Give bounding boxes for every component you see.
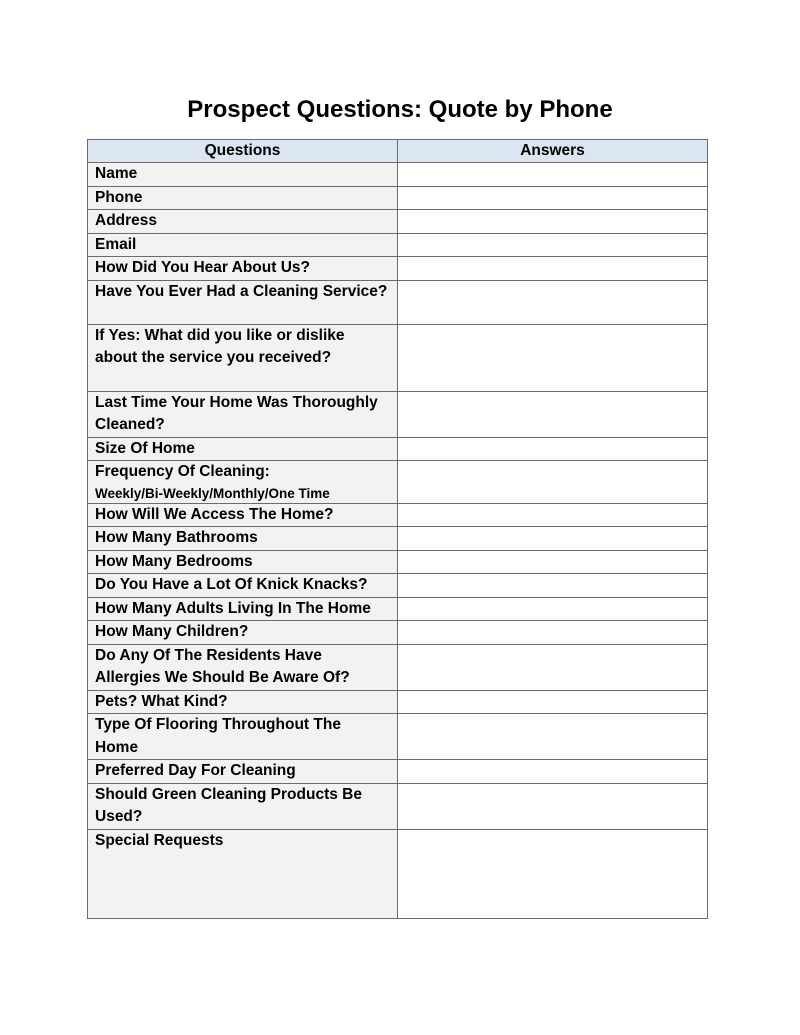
answer-cell[interactable]: [398, 210, 708, 234]
question-text: Email: [95, 235, 137, 253]
table-row: [88, 257, 708, 281]
answer-cell[interactable]: [398, 550, 708, 574]
table-row: [88, 461, 708, 504]
answer-cell[interactable]: [398, 690, 708, 714]
table-row: [88, 621, 708, 645]
table-row: [88, 210, 708, 234]
question-text: How Did You Hear About Us?: [95, 259, 310, 276]
question-cell: [88, 461, 398, 504]
question-cell: [88, 257, 398, 281]
question-cell: [88, 280, 398, 324]
question-cell: [88, 210, 398, 234]
question-cell: [88, 644, 398, 690]
question-text: Phone: [95, 188, 143, 206]
question-cell: [88, 621, 398, 645]
answer-cell[interactable]: [398, 163, 708, 187]
question-cell: [88, 503, 398, 527]
answer-cell[interactable]: [398, 760, 708, 784]
question-text: Have You Ever Had a Cleaning Service?: [95, 282, 388, 300]
question-cell: [88, 714, 398, 760]
table-row: [88, 391, 708, 437]
answer-cell[interactable]: [398, 461, 708, 504]
answer-cell[interactable]: [398, 280, 708, 324]
question-cell: [88, 324, 398, 391]
questions-column-header: Questions: [88, 140, 398, 163]
answer-cell[interactable]: [398, 574, 708, 598]
question-cell: [88, 574, 398, 598]
table-row: [88, 690, 708, 714]
table-row: [88, 783, 708, 829]
table-row: [88, 714, 708, 760]
table-body: [88, 163, 708, 919]
answer-cell[interactable]: [398, 621, 708, 645]
question-text: Address: [95, 212, 158, 229]
table-row: [88, 644, 708, 690]
question-cell: [88, 760, 398, 784]
question-text: How Many Bedrooms: [95, 552, 253, 570]
answer-cell[interactable]: [398, 437, 708, 461]
question-text: How Will We Access The Home?: [95, 505, 334, 523]
table-row: [88, 760, 708, 784]
answer-cell[interactable]: [398, 391, 708, 437]
page-title: Prospect Questions: Quote by Phone: [187, 96, 613, 123]
question-cell: [88, 391, 398, 437]
table-row: [88, 233, 708, 257]
table-row: [88, 503, 708, 527]
table-row: [88, 163, 708, 187]
table-row: [88, 550, 708, 574]
question-text: If Yes: What did you like or dislike: [95, 326, 345, 344]
answer-cell[interactable]: [398, 714, 708, 760]
answers-column-header: Answers: [398, 140, 708, 163]
table-row: [88, 324, 708, 391]
question-text: Do You Have a Lot Of Knick Knacks?: [95, 576, 368, 593]
question-text: Preferred Day For Cleaning: [95, 762, 296, 779]
question-text: Weekly/Bi-Weekly/Monthly/One Time: [95, 485, 330, 501]
question-text: Pets? What Kind?: [95, 692, 228, 710]
answer-cell[interactable]: [398, 324, 708, 391]
question-text: Used?: [95, 808, 143, 825]
question-text: How Many Adults Living In The Home: [95, 599, 371, 617]
table-header-row: [88, 140, 708, 163]
question-text: Home: [95, 738, 139, 756]
question-cell: [88, 550, 398, 574]
question-text: Name: [95, 165, 138, 182]
answer-cell[interactable]: [398, 503, 708, 527]
question-cell: [88, 527, 398, 551]
question-text: Frequency Of Cleaning:: [95, 463, 270, 480]
questions-table: [87, 139, 708, 919]
answer-cell[interactable]: [398, 829, 708, 918]
question-text: Should Green Cleaning Products Be: [95, 785, 362, 803]
question-text: Last Time Your Home Was Thoroughly: [95, 393, 378, 411]
question-cell: [88, 829, 398, 918]
question-text: How Many Bathrooms: [95, 529, 258, 546]
question-cell: [88, 163, 398, 187]
table-row: [88, 574, 708, 598]
answer-cell[interactable]: [398, 597, 708, 621]
table-row: [88, 597, 708, 621]
answer-cell[interactable]: [398, 233, 708, 257]
answer-cell[interactable]: [398, 783, 708, 829]
question-text: Type Of Flooring Throughout The: [95, 716, 341, 733]
question-cell: [88, 233, 398, 257]
question-cell: [88, 783, 398, 829]
table-row: [88, 829, 708, 918]
answer-cell[interactable]: [398, 186, 708, 210]
table-row: [88, 186, 708, 210]
table-row: [88, 280, 708, 324]
question-text: How Many Children?: [95, 623, 249, 640]
question-text: Allergies We Should Be Aware Of?: [95, 669, 350, 686]
answer-cell[interactable]: [398, 257, 708, 281]
question-text: about the service you received?: [95, 349, 332, 366]
question-text: Do Any Of The Residents Have: [95, 646, 322, 664]
question-cell: [88, 437, 398, 461]
question-cell: [88, 597, 398, 621]
answer-cell[interactable]: [398, 527, 708, 551]
question-cell: [88, 690, 398, 714]
question-text: Special Requests: [95, 831, 224, 849]
table-row: [88, 437, 708, 461]
answer-cell[interactable]: [398, 644, 708, 690]
question-text: Cleaned?: [95, 416, 165, 433]
question-text: Size Of Home: [95, 439, 195, 457]
table-row: [88, 527, 708, 551]
question-cell: [88, 186, 398, 210]
